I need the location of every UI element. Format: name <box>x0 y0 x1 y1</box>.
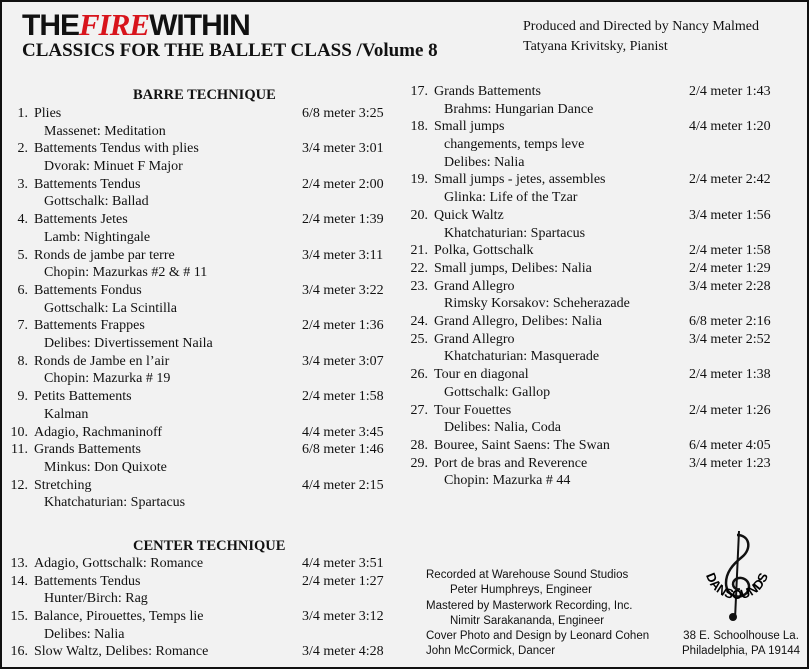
track-composer: Delibes: Divertissement Naila <box>44 336 213 352</box>
track-composer: Dvorak: Minuet F Major <box>44 159 183 175</box>
track-number: 22. <box>410 260 428 276</box>
track-item <box>2 105 402 140</box>
track-meter: 3/4 meter 3:22 <box>302 282 384 298</box>
address <box>682 629 800 660</box>
track-number: 11. <box>11 442 28 458</box>
track-line <box>2 388 402 406</box>
track-line <box>2 282 402 300</box>
track-number: 7. <box>17 318 28 334</box>
track-composer: Chopin: Mazurkas #2 & # 11 <box>44 265 208 281</box>
track-item <box>402 366 802 401</box>
track-item <box>2 140 402 175</box>
track-composer: Gottschalk: Gallop <box>444 384 551 400</box>
track-line <box>2 247 402 265</box>
track-title: Balance, Pirouettes, Temps lie <box>34 609 204 625</box>
track-line <box>402 207 802 225</box>
track-line <box>402 402 802 420</box>
track-line <box>402 260 802 278</box>
track-title: Plies <box>34 106 62 121</box>
track-meter: 2/4 meter 1:27 <box>302 573 384 589</box>
track-line <box>402 366 802 384</box>
track-composer: Massenet: Meditation <box>44 123 166 139</box>
track-line <box>2 140 402 158</box>
track-composer: Chopin: Mazurka # 19 <box>44 371 171 387</box>
cover-credit: Cover Photo and Design by Leonard Cohen <box>426 630 650 643</box>
dancer-credit: John McCormick, Dancer <box>426 645 556 658</box>
track-meter: 3/4 meter 2:28 <box>689 278 771 294</box>
track-title: Adagio, Gottschalk: Romance <box>34 556 204 571</box>
track-line <box>402 455 802 473</box>
track-item <box>2 317 402 352</box>
track-line <box>2 441 402 459</box>
track-composer: Gottschalk: La Scintilla <box>44 300 177 316</box>
address-city: Philadelphia, PA 19144 <box>682 645 801 658</box>
track-number: 6. <box>17 282 28 298</box>
track-item <box>402 402 802 437</box>
engineer-credit-2: Nimitr Sarakananda, Engineer <box>450 614 605 627</box>
right-track-list <box>402 83 802 490</box>
track-composer: Delibes: Nalia <box>444 154 525 170</box>
track-title: Stretching <box>34 477 92 493</box>
track-item <box>402 331 802 366</box>
barre-track-list <box>2 105 402 512</box>
track-meter: 3/4 meter 2:52 <box>689 331 771 347</box>
track-title: Battements Fondus <box>34 282 142 298</box>
track-meter: 4/4 meter 1:20 <box>689 119 771 135</box>
track-title: Bouree, Saint Saens: The Swan <box>434 437 610 453</box>
track-composer: Kalman <box>44 406 89 422</box>
track-title: Grand Allegro, Delibes: Nalia <box>434 314 602 330</box>
track-item <box>402 83 802 118</box>
track-title: Tour Fouettes <box>434 402 512 418</box>
track-number: 28. <box>410 437 428 453</box>
track-number: 16. <box>10 644 28 660</box>
track-line <box>2 211 402 229</box>
track-title: Battements Tendus with plies <box>34 141 199 157</box>
track-meter: 6/4 meter 4:05 <box>689 437 771 453</box>
track-number: 29. <box>410 455 428 471</box>
track-title: Battements Frappes <box>34 318 145 334</box>
track-meter: 3/4 meter 3:07 <box>302 353 384 369</box>
track-meter: 2/4 meter 1:26 <box>689 402 771 418</box>
track-meter: 3/4 meter 3:11 <box>302 247 384 263</box>
dansounds-logo-icon <box>692 527 782 627</box>
track-item <box>2 282 402 317</box>
track-number: 1. <box>17 106 28 121</box>
track-item <box>402 242 802 260</box>
track-composer: Rimsky Korsakov: Scheherazade <box>444 296 630 312</box>
track-line <box>2 555 402 573</box>
track-composer: Khatchaturian: Spartacus <box>44 495 186 511</box>
track-number: 15. <box>10 609 28 625</box>
track-meter: 2/4 meter 2:00 <box>302 176 384 192</box>
center-track-list <box>2 555 402 661</box>
track-meter: 3/4 meter 3:12 <box>302 609 384 625</box>
track-title: Polka, Gottschalk <box>434 243 534 259</box>
track-title: Grands Battements <box>34 442 141 458</box>
track-item <box>402 207 802 242</box>
track-composer: Khatchaturian: Masquerade <box>444 349 600 365</box>
track-number: 2. <box>17 141 28 157</box>
track-item <box>402 278 802 313</box>
track-number: 3. <box>17 176 28 192</box>
track-meter: 3/4 meter 4:28 <box>302 644 384 660</box>
track-number: 4. <box>17 212 28 228</box>
track-title: Ronds de jambe par terre <box>34 247 175 263</box>
track-line <box>2 477 402 495</box>
track-number: 17. <box>410 84 428 99</box>
track-composer: Delibes: Nalia, Coda <box>444 420 562 436</box>
track-number: 9. <box>17 389 28 405</box>
track-number: 19. <box>410 172 428 188</box>
track-meter: 2/4 meter 2:42 <box>689 172 771 188</box>
track-meter: 4/4 meter 2:15 <box>302 477 384 493</box>
track-line <box>2 424 402 442</box>
track-meter: 4/4 meter 3:51 <box>302 556 384 571</box>
track-item <box>402 455 802 490</box>
track-number: 25. <box>410 331 428 347</box>
album-title <box>22 8 250 43</box>
section-heading-center: CENTER TECHNIQUE <box>133 538 286 554</box>
track-composer: Brahms: Hungarian Dance <box>444 101 594 117</box>
track-line <box>402 83 802 101</box>
track-meter: 2/4 meter 1:43 <box>689 84 771 99</box>
title-the: THE <box>22 9 79 42</box>
track-item <box>402 313 802 331</box>
track-line <box>402 118 802 136</box>
track-item <box>402 260 802 278</box>
track-meter: 6/8 meter 2:16 <box>689 314 771 330</box>
track-title: Battements Tendus <box>34 176 141 192</box>
logo-wordmark-path: DANSOUNDS <box>702 570 772 603</box>
mastered-credit: Mastered by Masterwork Recording, Inc. <box>426 599 633 612</box>
track-number: 23. <box>410 278 428 294</box>
track-meter: 2/4 meter 1:39 <box>302 212 384 228</box>
track-line <box>402 331 802 349</box>
track-item <box>2 643 402 661</box>
track-item <box>2 555 402 573</box>
track-item <box>2 424 402 442</box>
producer-credit: Produced and Directed by Nancy Malmed <box>523 19 759 34</box>
track-number: 27. <box>410 402 428 418</box>
track-number: 21. <box>410 243 428 259</box>
track-title: Ronds de Jambe en l’air <box>34 353 170 369</box>
title-within: WITHIN <box>149 9 250 42</box>
track-title: Small jumps, Delibes: Nalia <box>434 260 592 276</box>
track-line <box>402 437 802 455</box>
engineer-credit-1: Peter Humphreys, Engineer <box>450 584 592 597</box>
track-meter: 2/4 meter 1:36 <box>302 318 384 334</box>
track-number: 20. <box>410 207 428 223</box>
track-number: 13. <box>10 556 28 571</box>
track-title: Petits Battements <box>34 389 132 405</box>
track-number: 10. <box>10 424 28 440</box>
track-item <box>2 353 402 388</box>
recorded-credit: Recorded at Warehouse Sound Studios <box>426 569 629 581</box>
track-meter: 2/4 meter 1:58 <box>302 389 384 405</box>
track-number: 8. <box>17 353 28 369</box>
track-composer: Delibes: Nalia <box>44 626 125 642</box>
pianist-credit: Tatyana Krivitsky, Pianist <box>523 39 668 54</box>
track-item <box>2 388 402 423</box>
track-item <box>402 437 802 455</box>
track-title: Battements Tendus <box>34 573 141 589</box>
track-item <box>402 118 802 171</box>
address-street: 38 E. Schoolhouse La. <box>683 630 799 642</box>
track-title: Battements Jetes <box>34 212 128 228</box>
track-line <box>2 105 402 123</box>
track-item <box>2 573 402 608</box>
track-title: Small jumps <box>434 119 505 135</box>
title-fire: FIRE <box>79 7 150 42</box>
track-meter: 4/4 meter 3:45 <box>302 424 384 440</box>
section-heading-barre: BARRE TECHNIQUE <box>133 87 276 103</box>
track-line <box>402 242 802 260</box>
track-line <box>2 317 402 335</box>
track-item <box>402 171 802 206</box>
track-title: Grands Battements <box>434 84 541 99</box>
track-number: 5. <box>17 247 28 263</box>
track-meter: 6/8 meter 1:46 <box>302 442 384 458</box>
track-line <box>402 313 802 331</box>
track-composer: Lamb: Nightingale <box>44 229 151 245</box>
track-item <box>2 247 402 282</box>
track-title: Tour en diagonal <box>434 367 529 383</box>
track-number: 14. <box>10 573 28 589</box>
track-line <box>2 176 402 194</box>
track-meter: 3/4 meter 1:56 <box>689 207 771 223</box>
track-number: 26. <box>410 367 428 383</box>
track-title: Slow Waltz, Delibes: Romance <box>34 644 209 660</box>
track-number: 18. <box>410 119 428 135</box>
track-number: 24. <box>410 314 428 330</box>
track-meter: 2/4 meter 1:29 <box>689 260 771 276</box>
track-composer: Khatchaturian: Spartacus <box>444 225 586 241</box>
album-subtitle: CLASSICS FOR THE BALLET CLASS /Volume 8 <box>22 40 438 61</box>
track-line <box>2 608 402 626</box>
track-composer: Hunter/Birch: Rag <box>44 591 148 607</box>
track-item <box>2 211 402 246</box>
track-meter: 2/4 meter 1:58 <box>689 243 771 259</box>
track-title: Adagio, Rachmaninoff <box>34 424 163 440</box>
track-item <box>2 477 402 512</box>
track-line <box>2 353 402 371</box>
track-line <box>402 171 802 189</box>
track-number: 12. <box>10 477 28 493</box>
track-title: Port de bras and Reverence <box>434 455 588 471</box>
track-meter: 3/4 meter 1:23 <box>689 455 771 471</box>
track-line <box>2 643 402 661</box>
track-title: Small jumps - jetes, assembles <box>434 172 606 188</box>
track-line <box>2 573 402 591</box>
track-detail: changements, temps leve <box>444 137 585 153</box>
track-meter: 2/4 meter 1:38 <box>689 367 771 383</box>
track-composer: Gottschalk: Ballad <box>44 194 149 210</box>
track-meter: 3/4 meter 3:01 <box>302 141 384 157</box>
track-meter: 6/8 meter 3:25 <box>302 106 384 121</box>
track-line <box>402 278 802 296</box>
track-title: Quick Waltz <box>434 207 504 223</box>
track-item <box>2 608 402 643</box>
track-title: Grand Allegro <box>434 278 515 294</box>
track-item <box>2 441 402 476</box>
track-item <box>2 176 402 211</box>
track-title: Grand Allegro <box>434 331 515 347</box>
top-credits <box>523 17 759 57</box>
track-composer: Minkus: Don Quixote <box>44 459 167 475</box>
recording-credits <box>426 568 649 660</box>
track-composer: Chopin: Mazurka # 44 <box>444 473 571 489</box>
track-composer: Glinka: Life of the Tzar <box>444 190 578 206</box>
